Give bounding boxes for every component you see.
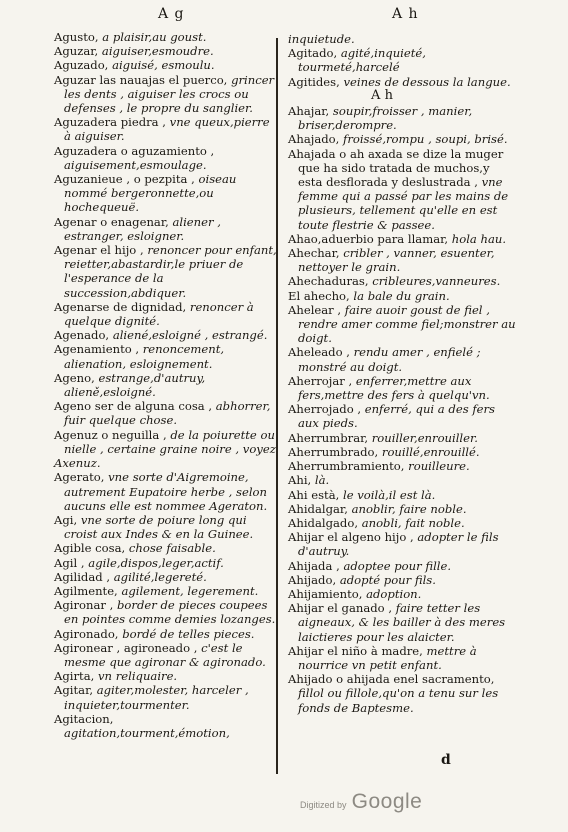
entry-translation: agile,dispos,leger,actif. — [88, 555, 224, 570]
entry-translation: cribler , vanner, esuenter, nettoyer le grain. — [298, 246, 495, 275]
entry-translation: oiseau nommé bergeronnette,ou hochequeuë. — [64, 172, 237, 215]
entry-translation: aiguisement,esmoulage. — [64, 157, 207, 172]
entry-translation: là. — [314, 473, 330, 488]
digitization-watermark — [300, 790, 422, 814]
dictionary-entry — [54, 73, 280, 116]
entry-translation: agité,inquieté, tourmeté,harcelé — [298, 46, 426, 75]
entry-headword: Agenado, — [54, 328, 113, 343]
entry-translation: adoption. — [366, 586, 422, 601]
entry-headword: Agitar, — [54, 683, 97, 698]
entry-headword: Agil , — [54, 555, 89, 570]
entry-headword: Aherrumbramiento, — [288, 459, 409, 474]
dictionary-entry — [288, 289, 516, 303]
dictionary-entry — [54, 215, 280, 243]
dictionary-entry — [54, 399, 280, 427]
entry-translation: froissé,rompu , soupi, brisé. — [343, 132, 508, 147]
entry-translation: estrange,d'autruy, alieně,esloigné. — [64, 370, 206, 400]
entry-headword: Ahao,aduerbio para llamar, — [288, 231, 452, 246]
entry-translation: agilité,legereté. — [113, 569, 207, 584]
dictionary-entry — [54, 44, 280, 58]
entry-headword: Agenar o enagenar, — [54, 214, 173, 229]
dictionary-entry — [288, 147, 516, 232]
dictionary-entry — [54, 428, 280, 456]
entry-headword: Aguzado, — [54, 58, 113, 73]
right-column-entries — [288, 104, 516, 715]
entry-translation: a plaisir,au goust. — [102, 30, 207, 44]
dictionary-entry — [288, 459, 516, 473]
dictionary-entry — [54, 556, 280, 570]
entry-headword: Agilmente, — [54, 583, 122, 598]
right-column — [288, 32, 516, 715]
entry-translation: rendu amer , enfielé ; monstré au doigt. — [298, 345, 481, 374]
right-column-header: A h — [392, 6, 419, 22]
entry-headword: Ahijado, — [288, 572, 340, 587]
entry-headword: Aguzar, — [54, 44, 102, 59]
entry-headword: Agitides, — [288, 74, 344, 89]
entry-translation: hola hau. — [451, 231, 507, 246]
entry-headword: Aheleado , — [288, 345, 354, 360]
entry-headword: Ahajado, — [288, 132, 344, 147]
dictionary-entry — [288, 445, 516, 459]
entry-headword: Agenarse de dignidad, — [54, 299, 190, 314]
dictionary-entry — [54, 30, 280, 44]
dictionary-entry — [288, 516, 516, 530]
entry-headword: El ahecho, — [288, 288, 354, 303]
dictionary-entry — [288, 402, 516, 430]
dictionary-entry — [54, 683, 280, 711]
watermark-brand: Google — [351, 790, 423, 813]
entry-headword: Agitacion, — [54, 711, 114, 726]
entry-translation: aiguiser,esmoudre. — [101, 44, 214, 59]
dictionary-entry — [288, 473, 516, 487]
entry-headword: Aherrojado , — [288, 402, 365, 417]
entry-translation: adoptee pour fille. — [343, 558, 452, 573]
entry-headword: Ahidalgado, — [288, 515, 362, 530]
left-column-header: A g — [158, 6, 185, 22]
entry-headword: Aguzadera piedra , — [54, 115, 170, 130]
entry-headword: Agerato, — [54, 470, 109, 485]
dictionary-entry — [288, 274, 516, 288]
entry-headword: Ahelear , — [288, 302, 345, 317]
dictionary-entry — [288, 232, 516, 246]
dictionary-entry — [54, 627, 280, 641]
entry-headword: Aherrumbrado, — [288, 444, 382, 459]
entry-headword: Ahijar el algeno hijo , — [288, 530, 418, 545]
entry-translation: rouillé,enrouillé. — [381, 444, 480, 459]
entry-translation: anoblir, faire noble. — [351, 501, 467, 516]
entry-translation: inquietude. — [288, 32, 355, 46]
entry-translation: vne queux,pierre à aiguiser. — [64, 115, 270, 144]
dictionary-entry — [288, 246, 516, 274]
entry-translation: aliener , estranger, esloigner. — [64, 214, 221, 243]
entry-headword: Ahajada o ah axada se dize la muger que ha sido tratada de muchos,y esta desflorada y deslustrada , — [288, 146, 504, 190]
entry-headword: Aguzadera o aguzamiento , — [54, 143, 215, 158]
dictionary-entry — [54, 300, 280, 328]
entry-translation: renoncement, alienation, esloignement. — [64, 342, 225, 371]
entry-translation: soupir,froisser , manier, briser,derompre. — [298, 104, 473, 133]
dictionary-entry — [54, 641, 280, 669]
entry-translation: adopté pour fils. — [339, 572, 436, 587]
dictionary-entry — [288, 502, 516, 516]
dictionary-entry — [54, 669, 280, 683]
dictionary-entry — [54, 328, 280, 342]
entry-headword: Ageno ser de alguna cosa , — [54, 399, 216, 414]
right-column-top — [288, 32, 516, 89]
entry-headword: Ahi està, — [288, 487, 343, 502]
dictionary-entry — [54, 456, 280, 470]
entry-headword: Aguzanieue , o pezpita , — [54, 172, 199, 187]
entry-headword: Aherrumbrar, — [288, 430, 372, 445]
entry-translation: agilement, legerement. — [121, 583, 259, 598]
dictionary-entry — [54, 513, 280, 541]
entry-headword: Agironar , — [54, 598, 118, 613]
entry-headword: Agironado, — [54, 626, 123, 641]
dictionary-entry — [54, 58, 280, 72]
entry-headword: Agusto, — [54, 30, 103, 44]
entry-headword: Ahijar el niño à madre, — [288, 643, 427, 658]
dictionary-entry — [288, 644, 516, 672]
entry-headword: Ahijado o ahijada enel sacramento, — [288, 672, 495, 687]
entry-translation: vne sorte de poiure long qui croist aux Indes & en la Guinee. — [64, 512, 254, 542]
entry-translation: c'est le mesme que agironar & agironado. — [64, 640, 266, 669]
entry-headword: Agible cosa, — [54, 541, 129, 556]
entry-translation: de la poiurette ou nielle , certaine graine noire , voyez — [64, 427, 276, 456]
entry-headword: Agenuz o neguilla , — [54, 427, 171, 442]
dictionary-entry — [288, 32, 516, 46]
section-subhead: A h — [371, 87, 393, 103]
entry-translation: faire tetter les aigneaux, & les bailler à des meres laictieres pour les alaicter. — [298, 601, 506, 644]
dictionary-entry — [54, 243, 280, 300]
entry-translation: grincer les dents , aiguiser les crocs ou defenses , le propre du sanglier. — [64, 72, 275, 116]
entry-translation: le voilà,il est là. — [343, 487, 436, 502]
entry-headword: Agirta, — [54, 669, 98, 684]
entry-translation: Axenuz. — [54, 456, 101, 471]
dictionary-entry — [54, 470, 280, 513]
dictionary-entry — [54, 115, 280, 143]
dictionary-entry — [288, 75, 516, 89]
dictionary-entry — [288, 374, 516, 402]
entry-translation: mettre à nourrice vn petit enfant. — [298, 643, 477, 672]
entry-headword: Agilidad , — [54, 569, 114, 584]
entry-translation: adopter le fils d'autruy. — [298, 530, 499, 559]
dictionary-entry — [288, 601, 516, 644]
left-column — [54, 30, 280, 740]
dictionary-entry — [288, 587, 516, 601]
entry-translation: renoncer pour enfant, reietter,abastardir,le priuer de l'esperance de la succession,abdiquer. — [64, 243, 277, 300]
dictionary-entry — [288, 104, 516, 132]
entry-translation: border de pieces coupees en pointes comme demies lozanges. — [64, 598, 276, 627]
entry-headword: Aherrojar , — [288, 373, 356, 388]
entry-translation: chose faisable. — [128, 541, 216, 556]
dictionary-entry — [54, 342, 280, 370]
entry-headword: Agitado, — [288, 46, 341, 61]
dictionary-entry — [288, 46, 516, 74]
dictionary-entry — [54, 371, 280, 399]
entry-translation: fillol ou fillole,qu'on a tenu sur les fonds de Baptesme. — [298, 686, 499, 715]
entry-translation: enferrer,mettre aux fers,mettre des fers à quelqu'vn. — [298, 373, 490, 403]
entry-translation: bordé de telles pieces. — [122, 626, 255, 641]
dictionary-entry — [288, 559, 516, 573]
entry-translation: cribleures,vanneures. — [372, 274, 501, 289]
entry-headword: Ageno, — [54, 370, 99, 385]
entry-headword: Agironear , agironeado , — [54, 640, 202, 655]
dictionary-entry — [54, 541, 280, 555]
entry-translation: rouilleure. — [408, 459, 470, 474]
entry-headword: Ahajar, — [288, 104, 333, 119]
entry-headword: Agenamiento , — [54, 342, 143, 357]
entry-headword: Ahijamiento, — [288, 586, 367, 601]
dictionary-entry — [54, 172, 280, 215]
entry-translation: enferré, qui a des fers aux pieds. — [298, 402, 495, 431]
dictionary-entry — [54, 570, 280, 584]
dictionary-entry — [54, 598, 280, 626]
entry-translation: aliené,esloigné , estrangé. — [112, 328, 268, 343]
entry-translation: vn reliquaire. — [98, 669, 178, 684]
entry-translation: anobli, fait noble. — [361, 515, 465, 530]
entry-headword: Ahijar el ganado , — [288, 601, 396, 616]
signature-mark: d — [441, 752, 451, 768]
entry-translation: agitation,tourment,émotion, — [64, 725, 230, 740]
dictionary-entry — [288, 132, 516, 146]
entry-headword: Aguzar las nauajas el puerco, — [54, 72, 232, 87]
entry-translation: abhorrer, fuir quelque chose. — [64, 399, 271, 428]
entry-headword: Agenar el hijo , — [54, 243, 148, 258]
dictionary-entry — [288, 530, 516, 558]
entry-translation: vne femme qui a passé par les mains de plusieurs, tellement qu'elle en est toute flestrie & passee. — [298, 175, 509, 232]
dictionary-entry — [54, 584, 280, 598]
dictionary-entry — [288, 672, 516, 715]
entry-headword: Ahi, — [288, 473, 315, 488]
watermark-prefix: Digitized by — [300, 800, 347, 810]
entry-translation: la bale du grain. — [353, 288, 450, 303]
dictionary-entry — [54, 144, 280, 172]
entry-translation: aiguisé, esmoulu. — [112, 58, 215, 73]
entry-translation: veines de dessous la langue. — [343, 74, 511, 89]
entry-translation: rouiller,enrouiller. — [371, 430, 478, 445]
entry-translation: renoncer à quelque dignité. — [64, 299, 254, 329]
entry-translation: agiter,molester, harceler , inquieter,tourmenter. — [64, 683, 249, 712]
entry-headword: Ahidalgar, — [288, 501, 352, 516]
entry-headword: Agi, — [54, 512, 81, 527]
dictionary-entry — [288, 488, 516, 502]
entry-translation: vne sorte d'Aigremoine, autrement Eupatoire herbe , selon aucuns elle est nommee Ageraton. — [64, 470, 268, 513]
dictionary-entry — [288, 303, 516, 346]
entry-headword: Ahechaduras, — [288, 274, 373, 289]
entry-headword: Ahijada , — [288, 558, 344, 573]
entry-translation: faire auoir goust de fiel , rendre amer comme fiel;monstrer au doigt. — [298, 302, 516, 346]
dictionary-entry — [288, 431, 516, 445]
dictionary-entry — [288, 573, 516, 587]
dictionary-entry — [288, 345, 516, 373]
dictionary-entry — [54, 712, 280, 740]
entry-headword: Ahechar, — [288, 246, 344, 261]
